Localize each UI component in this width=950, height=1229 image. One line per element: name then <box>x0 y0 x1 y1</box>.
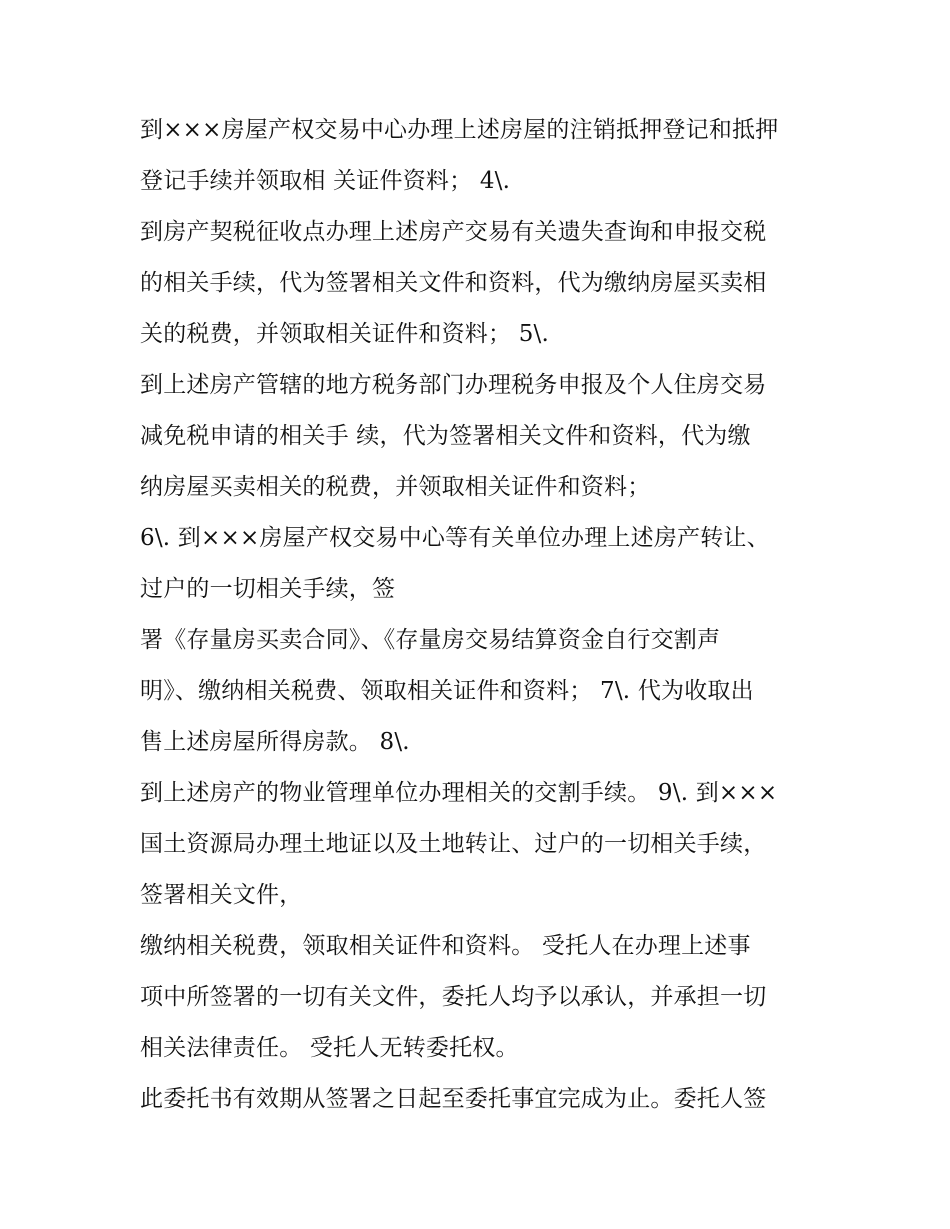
text-line: 关的税费，并领取相关证件和资料； 5\. <box>140 321 550 347</box>
text-line: 签署相关文件， <box>140 882 303 908</box>
text-line: 明》、缴纳相关税费、领取相关证件和资料； 7\. 代为收取出 <box>140 678 754 704</box>
text-line: 国土资源局办理土地证以及土地转让、过户的一切相关手续， <box>140 831 767 857</box>
text-line: 纳房屋买卖相关的税费，并领取相关证件和资料； <box>140 474 651 500</box>
text-line: 到房产契税征收点办理上述房产交易有关遗失查询和申报交税 <box>140 219 767 245</box>
text-line: 此委托书有效期从签署之日起至委托事宜完成为止。委托人签 <box>140 1086 767 1112</box>
text-line: 到×××房屋产权交易中心办理上述房屋的注销抵押登记和抵押 <box>140 117 779 143</box>
text-line: 减免税申请的相关手 续，代为签署相关文件和资料，代为缴 <box>140 423 751 449</box>
text-line: 缴纳相关税费，领取相关证件和资料。 受托人在办理上述事 <box>140 933 751 959</box>
text-line: 项中所签署的一切有关文件，委托人均予以承认，并承担一切 <box>140 984 767 1010</box>
text-line: 的相关手续，代为签署相关文件和资料，代为缴纳房屋买卖相 <box>140 270 767 296</box>
text-line: 登记手续并领取相 关证件资料； 4\. <box>140 168 511 194</box>
text-line: 过户的一切相关手续，签 <box>140 576 396 602</box>
text-line: 售上述房屋所得房款。 8\. <box>140 729 410 755</box>
text-line: 到上述房产管辖的地方税务部门办理税务申报及个人住房交易 <box>140 372 767 398</box>
text-line: 到上述房产的物业管理单位办理相关的交割手续。 9\. 到××× <box>140 780 778 806</box>
document-body <box>140 108 820 1128</box>
text-line: 署《存量房买卖合同》、《存量房交易结算资金自行交割声 <box>140 627 721 653</box>
text-line: 6\. 到×××房屋产权交易中心等有关单位办理上述房产转让、 <box>140 525 770 551</box>
text-line: 相关法律责任。 受托人无转委托权。 <box>140 1035 519 1061</box>
